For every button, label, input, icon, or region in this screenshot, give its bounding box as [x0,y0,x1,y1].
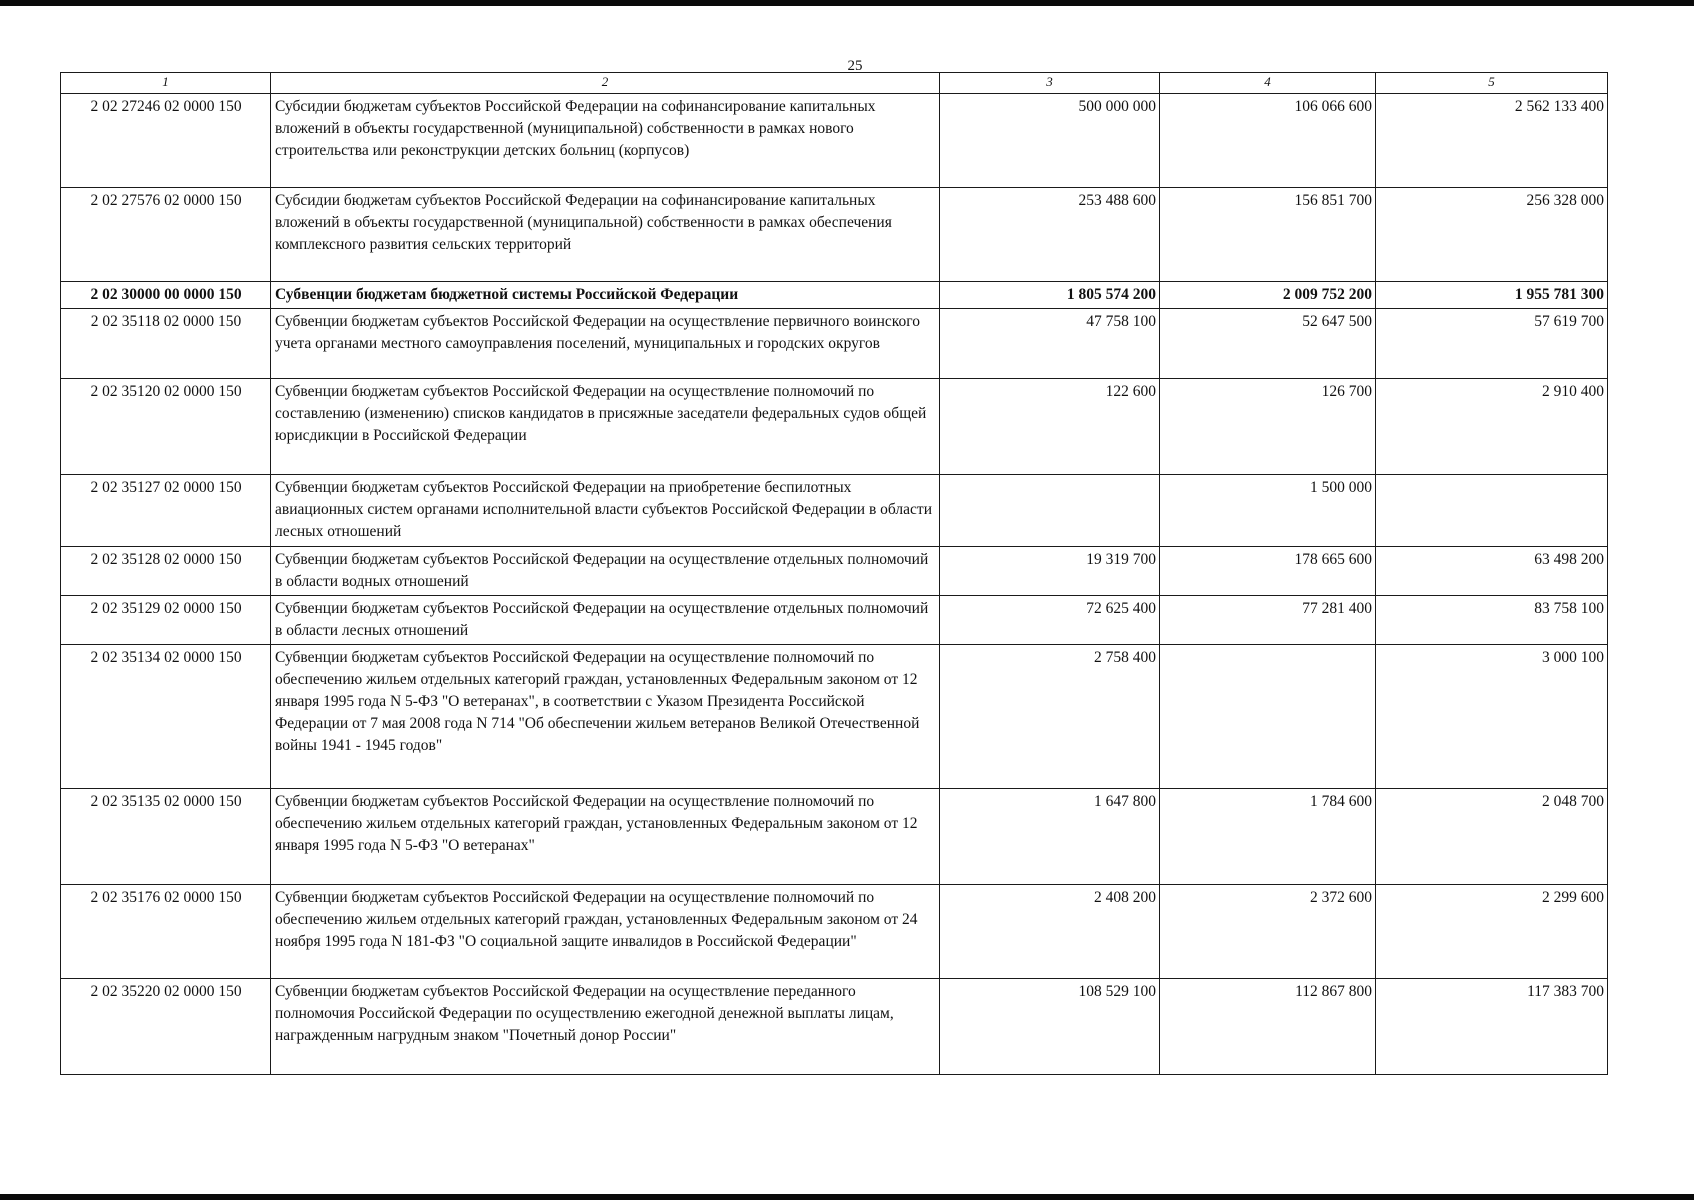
budget-code-cell: 2 02 35128 02 0000 150 [61,547,271,596]
budget-code-cell: 2 02 35220 02 0000 150 [61,979,271,1075]
amount-col5-cell: 1 955 781 300 [1376,282,1608,309]
budget-code-cell: 2 02 35134 02 0000 150 [61,645,271,789]
budget-code-cell: 2 02 35120 02 0000 150 [61,379,271,475]
amount-col5-cell: 3 000 100 [1376,645,1608,789]
table-row [61,645,1608,789]
amount-col3-cell: 1 647 800 [940,789,1160,885]
budget-code-cell: 2 02 27576 02 0000 150 [61,188,271,282]
amount-col5-cell: 83 758 100 [1376,596,1608,645]
budget-code-cell: 2 02 27246 02 0000 150 [61,94,271,188]
amount-col5-cell: 117 383 700 [1376,979,1608,1075]
description-cell: Субвенции бюджетам субъектов Российской Федерации на осуществление полномочий по обеспечению жильем отдельных категорий граждан, установленных Федеральным законом от 24 ноября 1995 года N 181-ФЗ "О социальной защите инвалидов в Российской Федерации" [271,885,940,979]
amount-col3-cell: 2 758 400 [940,645,1160,789]
description-cell: Субвенции бюджетам субъектов Российской Федерации на осуществление полномочий по обеспечению жильем отдельных категорий граждан, установленных Федеральным законом от 12 января 1995 года N 5-ФЗ "О ветеранах" [271,789,940,885]
scan-bottom-edge [0,1194,1694,1200]
amount-col4-cell: 1 500 000 [1160,475,1376,547]
amount-col3-cell: 108 529 100 [940,979,1160,1075]
description-cell: Субвенции бюджетам субъектов Российской Федерации на приобретение беспилотных авиационных систем органами исполнительной власти субъектов Российской Федерации в области лесных отношений [271,475,940,547]
amount-col3-cell: 1 805 574 200 [940,282,1160,309]
amount-col4-cell: 106 066 600 [1160,94,1376,188]
description-cell: Субвенции бюджетам субъектов Российской Федерации на осуществление переданного полномочия Российской Федерации по осуществлению ежегодной денежной выплаты лицам, награжденным нагрудным знаком "Почетный донор России" [271,979,940,1075]
description-cell: Субвенции бюджетам субъектов Российской Федерации на осуществление полномочий по обеспечению жильем отдельных категорий граждан, установленных Федеральным законом от 12 января 1995 года N 5-ФЗ "О ветеранах", в соответствии с Указом Президента Российской Федерации от 7 мая 2008 года N 714 "Об обеспечении жильем ветеранов Великой Отечественной войны 1941 - 1945 годов" [271,645,940,789]
column-header-3: 3 [940,73,1160,94]
table-row [61,475,1608,547]
budget-code-cell: 2 02 35118 02 0000 150 [61,309,271,379]
description-cell: Субвенции бюджетам бюджетной системы Российской Федерации [271,282,940,309]
amount-col5-cell: 57 619 700 [1376,309,1608,379]
amount-col5-cell [1376,475,1608,547]
amount-col4-cell: 2 009 752 200 [1160,282,1376,309]
column-header-2: 2 [271,73,940,94]
amount-col3-cell: 19 319 700 [940,547,1160,596]
table-row [61,94,1608,188]
description-cell: Субвенции бюджетам субъектов Российской Федерации на осуществление полномочий по составлению (изменению) списков кандидатов в присяжные заседатели федеральных судов общей юрисдикции в Российской Федерации [271,379,940,475]
budget-code-cell: 2 02 35127 02 0000 150 [61,475,271,547]
amount-col4-cell: 126 700 [1160,379,1376,475]
amount-col3-cell: 47 758 100 [940,309,1160,379]
scan-top-edge [0,0,1694,6]
amount-col3-cell: 122 600 [940,379,1160,475]
column-header-1: 1 [61,73,271,94]
amount-col4-cell: 156 851 700 [1160,188,1376,282]
amount-col4-cell: 77 281 400 [1160,596,1376,645]
description-cell: Субвенции бюджетам субъектов Российской Федерации на осуществление отдельных полномочий в области водных отношений [271,547,940,596]
amount-col4-cell: 1 784 600 [1160,789,1376,885]
description-cell: Субсидии бюджетам субъектов Российской Федерации на софинансирование капитальных вложений в объекты государственной (муниципальной) собственности в рамках нового строительства или реконструкции детских больниц (корпусов) [271,94,940,188]
amount-col5-cell: 256 328 000 [1376,188,1608,282]
description-cell: Субвенции бюджетам субъектов Российской Федерации на осуществление первичного воинского учета органами местного самоуправления поселений, муниципальных и городских округов [271,309,940,379]
amount-col4-cell: 2 372 600 [1160,885,1376,979]
budget-code-cell: 2 02 30000 00 0000 150 [61,282,271,309]
budget-code-cell: 2 02 35129 02 0000 150 [61,596,271,645]
table-row [61,596,1608,645]
amount-col5-cell: 2 048 700 [1376,789,1608,885]
amount-col3-cell: 72 625 400 [940,596,1160,645]
amount-col4-cell: 52 647 500 [1160,309,1376,379]
amount-col5-cell: 2 299 600 [1376,885,1608,979]
amount-col4-cell: 112 867 800 [1160,979,1376,1075]
amount-col4-cell [1160,645,1376,789]
amount-col3-cell: 253 488 600 [940,188,1160,282]
budget-code-cell: 2 02 35176 02 0000 150 [61,885,271,979]
table-row [61,979,1608,1075]
budget-code-cell: 2 02 35135 02 0000 150 [61,789,271,885]
amount-col5-cell: 63 498 200 [1376,547,1608,596]
amount-col3-cell: 2 408 200 [940,885,1160,979]
table-row [61,309,1608,379]
page-number: 25 [847,58,863,74]
column-number-row [61,73,1608,94]
table-row [61,188,1608,282]
amount-col5-cell: 2 910 400 [1376,379,1608,475]
amount-col4-cell: 178 665 600 [1160,547,1376,596]
column-header-4: 4 [1160,73,1376,94]
amount-col5-cell: 2 562 133 400 [1376,94,1608,188]
budget-table [60,72,1608,1075]
table-row [61,379,1608,475]
table-row [61,885,1608,979]
table-row [61,789,1608,885]
amount-col3-cell: 500 000 000 [940,94,1160,188]
table-row-subtotal [61,282,1608,309]
column-header-5: 5 [1376,73,1608,94]
description-cell: Субвенции бюджетам субъектов Российской Федерации на осуществление отдельных полномочий в области лесных отношений [271,596,940,645]
description-cell: Субсидии бюджетам субъектов Российской Федерации на софинансирование капитальных вложений в объекты государственной (муниципальной) собственности в рамках обеспечения комплексного развития сельских территорий [271,188,940,282]
table-row [61,547,1608,596]
amount-col3-cell [940,475,1160,547]
